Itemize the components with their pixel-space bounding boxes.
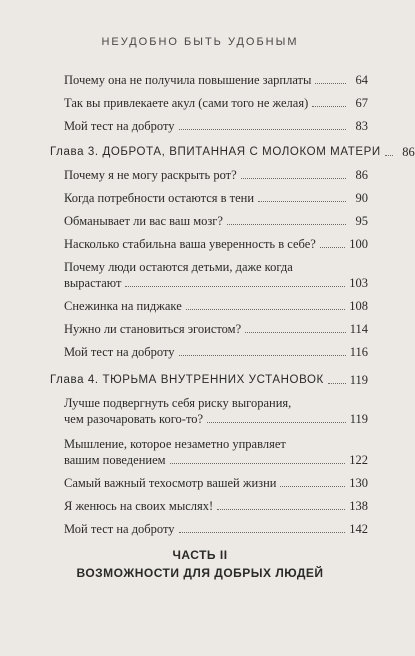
chapter-page: 119	[349, 373, 368, 387]
leader-dots	[245, 332, 346, 333]
toc-entry	[64, 344, 368, 360]
toc-entry-page: 95	[355, 214, 368, 228]
toc-entry-page: 90	[355, 191, 368, 205]
leader-dots	[328, 383, 346, 384]
part-label: ЧАСТЬ II	[172, 548, 228, 562]
toc-entry-title: Так вы привлекаете акул (сами того не желая)	[64, 96, 309, 110]
toc-entry-title: Я женюсь на своих мыслях!	[64, 499, 214, 513]
toc-entry-page: 64	[355, 73, 368, 87]
toc-entry	[64, 498, 368, 514]
leader-dots	[320, 247, 345, 248]
leader-dots	[241, 178, 346, 179]
toc-entry-page: 100	[349, 237, 368, 251]
leader-dots	[179, 355, 346, 356]
toc-entry	[64, 436, 368, 468]
leader-dots	[179, 532, 346, 533]
toc-entry	[64, 521, 368, 537]
leader-dots	[227, 224, 346, 225]
toc-entry-page: 86	[355, 168, 368, 182]
toc-entry	[64, 213, 368, 229]
toc-entry-title: Обманывает ли вас ваш мозг?	[64, 214, 223, 228]
toc-entry-title: Почему я не могу раскрыть рот?	[64, 168, 237, 182]
toc-entry-title: Мой тест на доброту	[64, 522, 175, 536]
toc-entry-title-line2: вырастают	[64, 276, 122, 290]
toc-entry-title: Почему она не получила повышение зарплаты	[64, 73, 312, 87]
part-title: ВОЗМОЖНОСТИ ДЛЯ ДОБРЫХ ЛЮДЕЙ	[76, 566, 324, 580]
toc-entry-page: 130	[349, 476, 368, 490]
leader-dots	[312, 106, 346, 107]
toc-entry-title: Нужно ли становиться эгоистом?	[64, 322, 242, 336]
leader-dots	[258, 201, 346, 202]
toc-entry-title: Мой тест на доброту	[64, 345, 175, 359]
leader-dots	[179, 129, 346, 130]
toc-entry-title: Насколько стабильна ваша уверенность в себе?	[64, 237, 316, 251]
toc-entry	[64, 298, 368, 314]
leader-dots	[217, 509, 345, 510]
toc-entry	[64, 321, 368, 337]
toc-chapter-4	[50, 372, 368, 388]
toc-entry-title-line2: вашим поведением	[64, 453, 166, 467]
leader-dots	[170, 463, 346, 464]
toc-entry	[64, 72, 368, 88]
leader-dots	[280, 486, 345, 487]
toc-entry	[64, 475, 368, 491]
toc-entry	[64, 259, 368, 291]
running-header: НЕУДОБНО БЫТЬ УДОБНЫМ	[101, 36, 299, 48]
toc-entry-title: Снежинка на пиджаке	[64, 299, 182, 313]
toc-entry	[64, 118, 368, 134]
chapter-title: Глава 3. ДОБРОТА, ВПИТАННАЯ С МОЛОКОМ МАТЕРИ	[50, 146, 381, 158]
toc-entry-page: 142	[349, 522, 368, 536]
leader-dots	[315, 83, 346, 84]
leader-dots	[125, 286, 345, 287]
chapter-page: 86	[402, 145, 415, 159]
toc-entry-page: 103	[349, 276, 368, 290]
toc-entry-page: 138	[349, 499, 368, 513]
leader-dots	[385, 155, 393, 156]
toc-entry-page: 122	[349, 453, 368, 467]
toc-entry-page: 108	[349, 299, 368, 313]
toc-entry-page: 83	[355, 119, 368, 133]
toc-entry	[64, 167, 368, 183]
toc-entry	[64, 95, 368, 111]
toc-entry	[64, 236, 368, 252]
toc-entry-page: 114	[349, 322, 368, 336]
toc-entry-title-line1: Лучше подвергнуть себя риску выгорания,	[64, 396, 292, 410]
toc-entry-page: 67	[355, 96, 368, 110]
toc-entry	[64, 395, 368, 427]
toc-entry-page: 116	[349, 345, 368, 359]
toc-entry-title-line2: чем разочаровать кого-то?	[64, 412, 204, 426]
toc-entry-title: Когда потребности остаются в тени	[64, 191, 255, 205]
toc-entry-title: Самый важный техосмотр вашей жизни	[64, 476, 277, 490]
toc-chapter-3	[50, 144, 415, 160]
toc-entry	[64, 190, 368, 206]
leader-dots	[186, 309, 346, 310]
leader-dots	[207, 422, 346, 423]
toc-entry-title-line1: Мышление, которое незаметно управляет	[64, 437, 286, 451]
toc-entry-title-line1: Почему люди остаются детьми, даже когда	[64, 260, 293, 274]
toc-entry-page: 119	[349, 412, 368, 426]
chapter-title: Глава 4. ТЮРЬМА ВНУТРЕННИХ УСТАНОВОК	[50, 374, 324, 386]
toc-entry-title: Мой тест на доброту	[64, 119, 175, 133]
